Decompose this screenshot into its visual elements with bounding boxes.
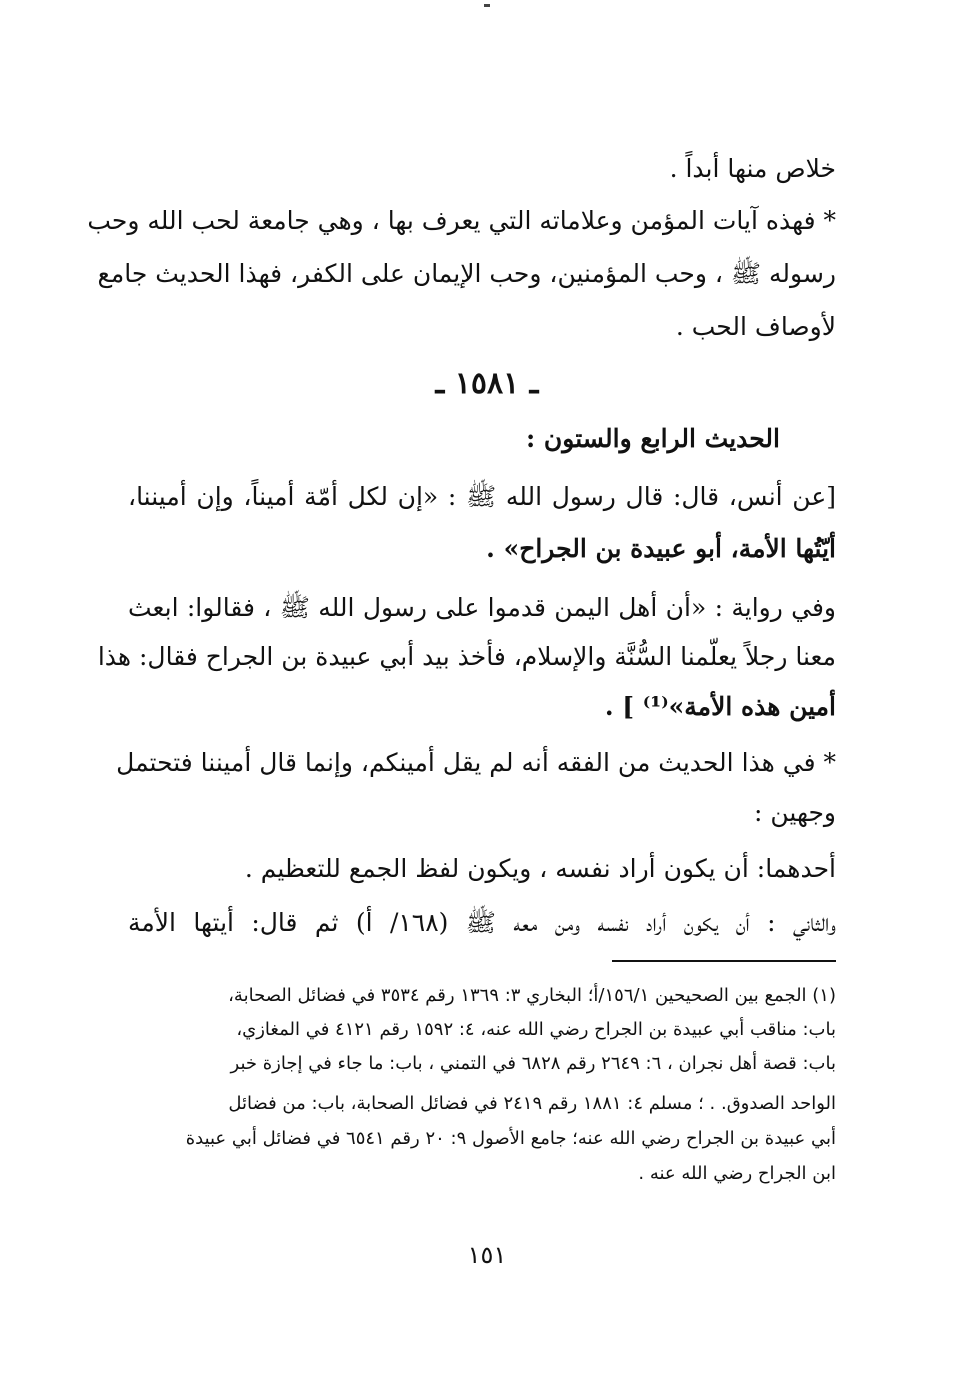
hadith-line: أيّتُها الأمة، أبو عبيدة بن الجراح» . <box>486 534 836 563</box>
commentary-line: والثاني : أن يكون أراد نفسه ومن معه ﷺ (١٦٨/ أ) ثم قال: أيتها الأمة <box>128 908 836 937</box>
hadith-line: معنا رجلاً يعلّمنا السُّنَّة والإسلام، فأخذ بيد أبي عبيدة بن الجراح فقال: هذا <box>97 642 836 671</box>
hadith-line: [عن أنس، قال: قال رسول الله ﷺ : «إن لكل أمّة أميناً، وإن أميننا، <box>128 482 837 511</box>
commentary-line: وجهين : <box>754 798 836 827</box>
footnote-line: باب: مناقب أبي عبيدة بن الجراح رضي الله عنه، ٤: ١٥٩٢ رقم ٤١٢١ في المغازي، <box>236 1019 836 1040</box>
footnote-line: الواحد الصدوق. . ؛ مسلم ٤: ١٨٨١ رقم ٢٤١٩ في فضائل الصحابة، باب: من فضائل <box>228 1093 836 1114</box>
hadith-line: أمين هذه الأمة»⁽¹⁾ ] . <box>604 692 836 721</box>
hadith-title: الحديث الرابع والستون : <box>526 424 780 453</box>
page-number: ١٥١ <box>467 1241 507 1269</box>
scan-mark <box>484 4 490 7</box>
footnote-line: باب: قصة أهل نجران ، ٦: ٢٦٤٩ رقم ٦٨٢٨ في التمني ، باب: ما جاء في إجازة خبر <box>230 1053 836 1074</box>
hadith-line: وفي رواية : «أن أهل اليمن قدموا على رسول الله ﷺ ، فقالوا: ابعث <box>128 593 836 622</box>
commentary-line: أحدهما: أن يكون أراد نفسه ، ويكون لفظ الجمع للتعظيم . <box>244 854 836 883</box>
body-line: خلاص منها أبداً . <box>669 154 836 183</box>
body-line: * فهذه آيات المؤمن وعلاماته التي يعرف بها ، وهي جامعة لحب الله وحب <box>87 206 836 235</box>
hadith-number: ـ ١٥٨١ ـ <box>435 366 539 401</box>
footnote-line: ابن الجراح رضي الله عنه . <box>638 1163 836 1184</box>
body-line: لأوصاف الحب . <box>675 312 836 341</box>
body-line: رسوله ﷺ ، وحب المؤمنين، وحب الإيمان على الكفر، فهذا الحديث جامع <box>97 259 836 288</box>
footnote-divider <box>612 960 836 962</box>
footnote-line: (١) الجمع بين الصحيحين ١٥٦/١/أ؛ البخاري ٣: ١٣٦٩ رقم ٣٥٣٤ في فضائل الصحابة، <box>228 985 836 1006</box>
commentary-line: * في هذا الحديث من الفقه أنه لم يقل أمينكم، وإنما قال أميننا فتحتمل <box>116 748 836 777</box>
footnote-line: أبي عبيدة بن الجراح رضي الله عنه؛ جامع الأصول ٩: ٢٠ رقم ٦٥٤١ في فضائل أبي عبيدة <box>185 1128 836 1149</box>
